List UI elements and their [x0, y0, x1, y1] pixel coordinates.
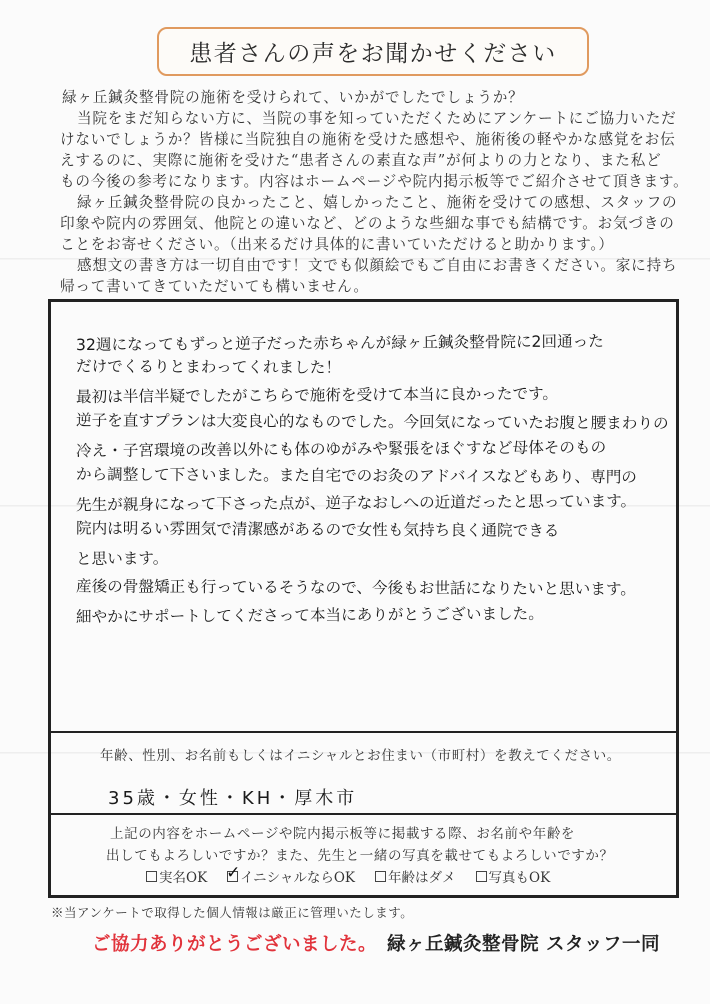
option-label: 年齢はダメ [388, 870, 456, 886]
section-divider [48, 813, 679, 815]
option-label: 実名OK [159, 870, 208, 886]
option-no-age[interactable] [375, 866, 456, 886]
intro-line: 感想文の書き方は一切自由です！文でも似顔絵でもご自由にお書きください。家に持ち [77, 257, 678, 274]
intro-line: けないでしょうか？皆様に当院独自の施術を受けた感想や、施術後の軽やかな感覚をお伝 [60, 131, 676, 148]
intro-line: ことをお寄せください。（出来るだけ具体的に書いていただけると助かります。） [60, 236, 614, 253]
clinic-signature: 緑ヶ丘鍼灸整骨院 スタッフ一同 [387, 934, 660, 955]
checkbox[interactable] [476, 871, 487, 882]
section-divider [48, 731, 679, 733]
testimonial-line: 細やかにサポートしてくださって本当にありがとうございました。 [75, 604, 544, 627]
intro-line: えするのに、実際に施術を受けた“患者さんの素直な声”が何よりの力となり、また私ど [60, 152, 662, 169]
testimonial-line: 最初は半信半疑でしたがこちらで施術を受けて本当に良かったです。 [75, 384, 559, 407]
consent-options [146, 862, 570, 886]
info-question: 年齢、性別、お名前もしくはイニシャルとお住まい（市町村）を教えてください。 [100, 748, 621, 764]
intro-line: 緑ヶ丘鍼灸整骨院の良かったこと、嬉しかったこと、施術を受けての感想、スタッフの [77, 194, 678, 211]
testimonial-line: と思います。 [75, 549, 169, 569]
testimonial-line: 産後の骨盤矯正も行っているそうなので、今後もお世話になりたいと思います。 [75, 577, 636, 599]
checkbox[interactable] [226, 862, 241, 883]
consent-line: 出してもよろしいですか？また、先生と一緒の写真を載せてもよろしいですか？ [106, 848, 614, 864]
page-title: 患者さんの声をお聞かせください [157, 27, 589, 76]
consent-question [100, 823, 614, 867]
intro-text [60, 87, 689, 297]
intro-line: 印象や院内の雰囲気、他院との違いなど、どのような些細な事でも結構です。お気づきの [60, 215, 675, 232]
info-answer: 35歳・女性・KH・厚木市 [108, 788, 358, 809]
testimonial-line: 先生が親身になって下さった点が、逆子なおしへの近道だったと思っています。 [75, 492, 637, 515]
checkbox[interactable] [146, 871, 157, 882]
consent-line: 上記の内容をホームページや院内掲示板等に掲載する際、お名前や年齢を [110, 826, 576, 842]
thanks-text: ご協力ありがとうございました。 [92, 934, 378, 955]
privacy-note: ※当アンケートで取得した個人情報は厳正に管理いたします。 [51, 905, 414, 920]
intro-line: もの今後の参考になります。内容はホームページや院内掲示板等でご紹介させて頂きます。 [60, 173, 689, 190]
testimonial-line: 32週になってもずっと逆子だった赤ちゃんが緑ヶ丘鍼灸整骨院に2回通った [75, 332, 604, 355]
intro-line: 緑ヶ丘鍼灸整骨院の施術を受けられて、いかがでしたでしょうか？ [62, 89, 524, 106]
testimonial-line: から調整して下さいました。また自宅でのお灸のアドバイスなどもあり、専門の [75, 465, 637, 487]
testimonial-line: 冷え・子宮環境の改善以外にも体のゆがみや緊張をほぐすなど母体そのもの [75, 438, 607, 461]
option-label: 写真もOK [488, 870, 551, 886]
testimonial-line: 逆子を直すプランは大変良心的なものでした。今回気になっていたお腹と腰まわりの [75, 411, 669, 433]
checkbox[interactable] [375, 871, 386, 882]
option-initials[interactable] [226, 862, 355, 886]
intro-line: 当院をまだ知らない方に、当院の事を知っていただくためにアンケートにご協力いただ [77, 110, 677, 127]
intro-line: 帰って書いてきていただいても構いません。 [60, 278, 369, 295]
option-photo[interactable] [476, 866, 551, 886]
option-label: イニシャルならOK [240, 870, 355, 886]
option-real-name[interactable] [146, 866, 207, 886]
testimonial-line: 院内は明るい雰囲気で清潔感があるので女性も気持ち良く通院できる [75, 519, 560, 540]
testimonial-line: だけでくるりとまわってくれました！ [75, 357, 342, 377]
check-mark-icon: ✓ [226, 862, 241, 883]
handwritten-testimonial [76, 330, 676, 629]
